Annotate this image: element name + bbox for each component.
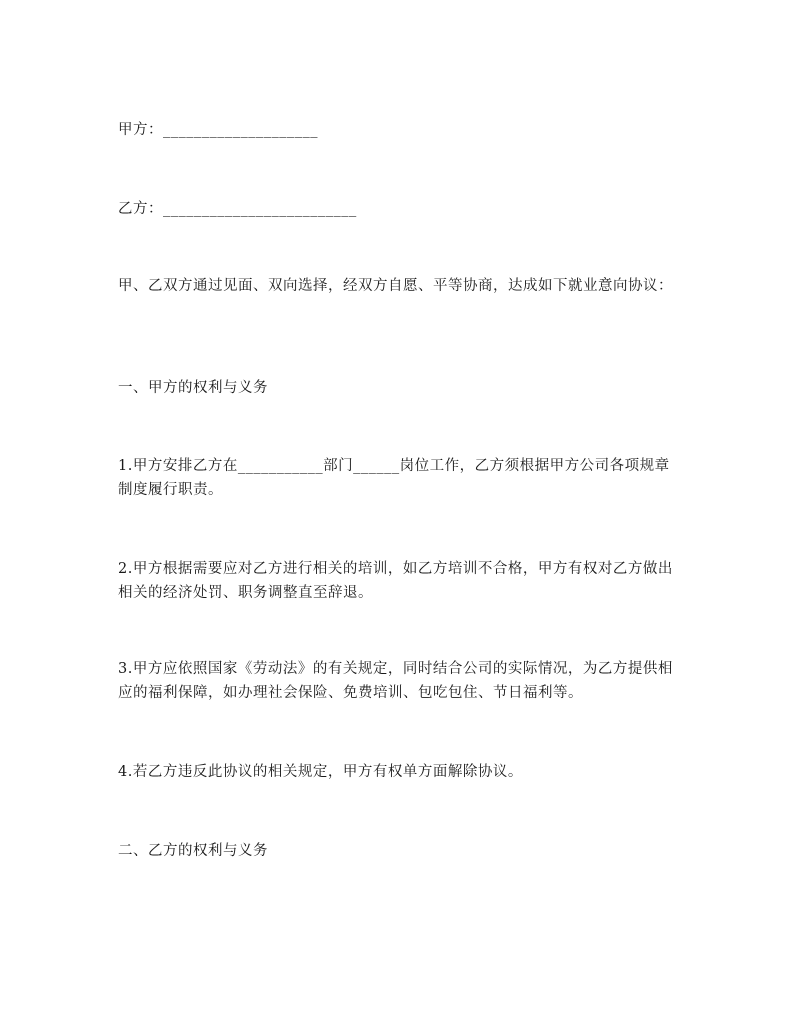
section-2-title: 二、乙方的权利与义务 bbox=[118, 843, 268, 859]
party-a-line bbox=[118, 118, 678, 142]
clause-4: 4.若乙方违反此协议的相关规定，甲方有权单方面解除协议。 bbox=[118, 764, 523, 780]
party-a-blank: ____________________ bbox=[163, 122, 318, 138]
intro-paragraph: 甲、乙双方通过见面、双向选择，经双方自愿、平等协商，达成如下就业意向协议： bbox=[118, 278, 673, 294]
clause-1 bbox=[118, 454, 678, 502]
section-1-title: 一、甲方的权利与义务 bbox=[118, 380, 268, 396]
party-b-label: 乙方： bbox=[118, 201, 163, 217]
party-a-label: 甲方： bbox=[118, 122, 163, 138]
party-b-blank: _________________________ bbox=[163, 201, 357, 217]
department-blank: ___________ bbox=[237, 458, 324, 474]
party-b-line bbox=[118, 197, 678, 221]
clause-1-text-c: 岗位工作，乙方须根据甲方公司各项规章制度履行职责。 bbox=[118, 458, 670, 498]
clause-1-text-b: 部门 bbox=[323, 458, 354, 474]
position-blank: ______ bbox=[353, 458, 400, 474]
clause-3: 3.甲方应依照国家《劳动法》的有关规定，同时结合公司的实际情况，为乙方提供相应的福利保障，如办理社会保险、免费培训、包吃包住、节日福利等。 bbox=[118, 661, 673, 701]
clause-2: 2.甲方根据需要应对乙方进行相关的培训，如乙方培训不合格，甲方有权对乙方做出相关的经济处罚、职务调整直至辞退。 bbox=[118, 561, 673, 601]
clause-1-text-a: 1.甲方安排乙方在 bbox=[118, 458, 238, 474]
